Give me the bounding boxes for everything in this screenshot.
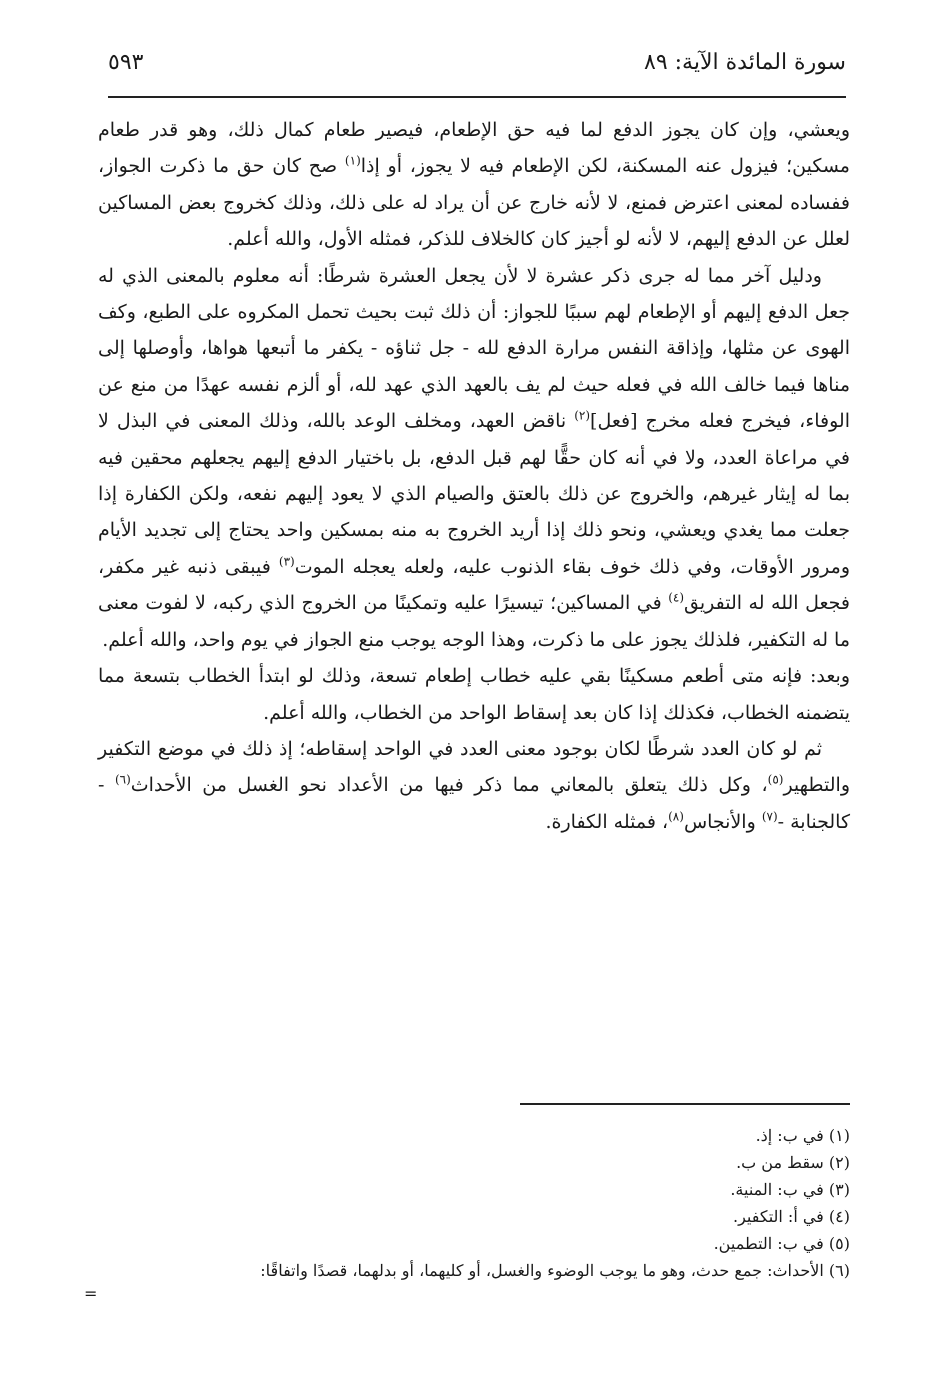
footnote-divider [520, 1103, 850, 1105]
footnote-ref[interactable]: (٣) [278, 554, 295, 569]
page-header [108, 44, 846, 98]
footnotes [90, 1122, 850, 1284]
footnote-5: (٥) في ب: التطمين. [713, 1234, 850, 1253]
main-text [98, 112, 850, 840]
footnote-ref[interactable]: (٦) [114, 772, 131, 787]
footnote-4: (٤) في أ: التكفير. [733, 1207, 850, 1226]
footnote-ref[interactable]: (١) [344, 154, 361, 169]
footnote-3: (٣) في ب: المنية. [730, 1180, 850, 1199]
continuation-mark: = [84, 1284, 98, 1303]
footnote-ref[interactable]: (٨) [668, 809, 684, 824]
paragraph-4: ثم لو كان العدد شرطًا لكان بوجود معنى العدد في الواحد إسقاطه؛ إذ ذلك في موضع التكفير والتطهير$^{(٥)}$، وكل ذلك يتعلق بالمعاني مما ذكر فيها من الأعداد نحو الغسل من الأحداث$^{(٦)}$ - كالجنابة -$^{(٧)}$ والأنجاس$^{(٨)}$، فمثله الكفارة. [98, 737, 850, 833]
page-number: ٥٩٣ [108, 50, 144, 75]
paragraph-1: ويعشي، وإن كان يجوز الدفع لما فيه حق الإطعام، فيصير طعام كمال ذلك، وهو قدر طعام مسكين؛ فيزول عنه المسكنة، لكن الإطعام فيه لا يجوز، أو إذا$^{(١)}$ صح كان حق ما ذكرت الجواز، ففساده لمعنى اعترض فمنع، لا لأنه خارج عن أن يراد له على ذلك، وذلك كخروج بعض المساكين لعلل عن الدفع إليهم، لا لأنه لو أجيز كان كالخلاف للذكر، فمثله الأول، والله أعلم. [98, 119, 850, 251]
footnote-ref[interactable]: (٢) [574, 408, 591, 423]
paragraph-3: وبعد: فإنه متى أطعم مسكينًا بقي عليه خطاب إطعام تسعة، وذلك لو ابتدأ الخطاب بتسعة مما يتضمنه الخطاب، فكذلك إذا كان بعد إسقاط الواحد من الخطاب، والله أعلم. [98, 665, 850, 724]
footnote-1: (١) في ب: إذ. [755, 1126, 850, 1145]
paragraph-2: ودليل آخر مما له جرى ذكر عشرة لا لأن يجعل العشرة شرطًا: أنه معلوم بالمعنى الذي له جعل الدفع إليهم أو الإطعام لهم سببًا للجواز: أن ذلك ثبت بحيث تحمل المكروه على الطبع، وكف الهوى عن مثلها، وإذاقة النفس مرارة الدفع لله - جل ثناؤه - يكفر ما أتبعها هواها، وأوصلها إلى مناها فيما خالف الله في فعله حيث لم يف بالعهد الذي عهد لله، أو ألزم نفسه عهدًا من منع عن الوفاء، فيخرج فعله مخرج [فعل]$^{(٢)}$ ناقض العهد، ومخلف الوعد بالله، وذلك المعنى في البذل لا في مراعاة العدد، ولا في أنه كان حقًّا لهم قبل الدفع، بل باختيار الدفع إليهم يجعلهم محقين فيه بما له إيثار غيرهم، والخروج عن ذلك بالعتق والصيام الذي لا يعود إليهم نفعه، ولكن الكفارة إذا جعلت مما يغدي ويعشي، ونحو ذلك إذا أريد الخروج به منه بمسكين واحد يحتاج إلى تجديد الأيام ومرور الأوقات، وفي ذلك خوف بقاء الذنوب عليه، ولعله يعجله الموت$^{(٣)}$ فيبقى ذنبه غير مكفر، فجعل الله له التفريق$^{(٤)}$ في المساكين؛ تيسيرًا عليه وتمكينًا من الخروج الذي ركبه، لا لفوت معنى ما له التكفير، فلذلك يجوز على ما ذكرت، وهذا الوجه يوجب منع الجواز في يوم واحد، والله أعلم. [98, 264, 851, 651]
footnote-2: (٢) سقط من ب. [736, 1153, 850, 1172]
footnote-6: (٦) الأحداث: جمع حدث، وهو ما يوجب الوضوء والغسل، أو كليهما، أو بدلهما، قصدًا واتفاقًا: [260, 1261, 850, 1280]
footnote-ref[interactable]: (٧) [761, 809, 778, 824]
running-title: سورة المائدة الآية: ٨٩ [644, 50, 846, 75]
footnote-ref[interactable]: (٥) [767, 772, 784, 787]
footnote-ref[interactable]: (٤) [668, 590, 685, 605]
